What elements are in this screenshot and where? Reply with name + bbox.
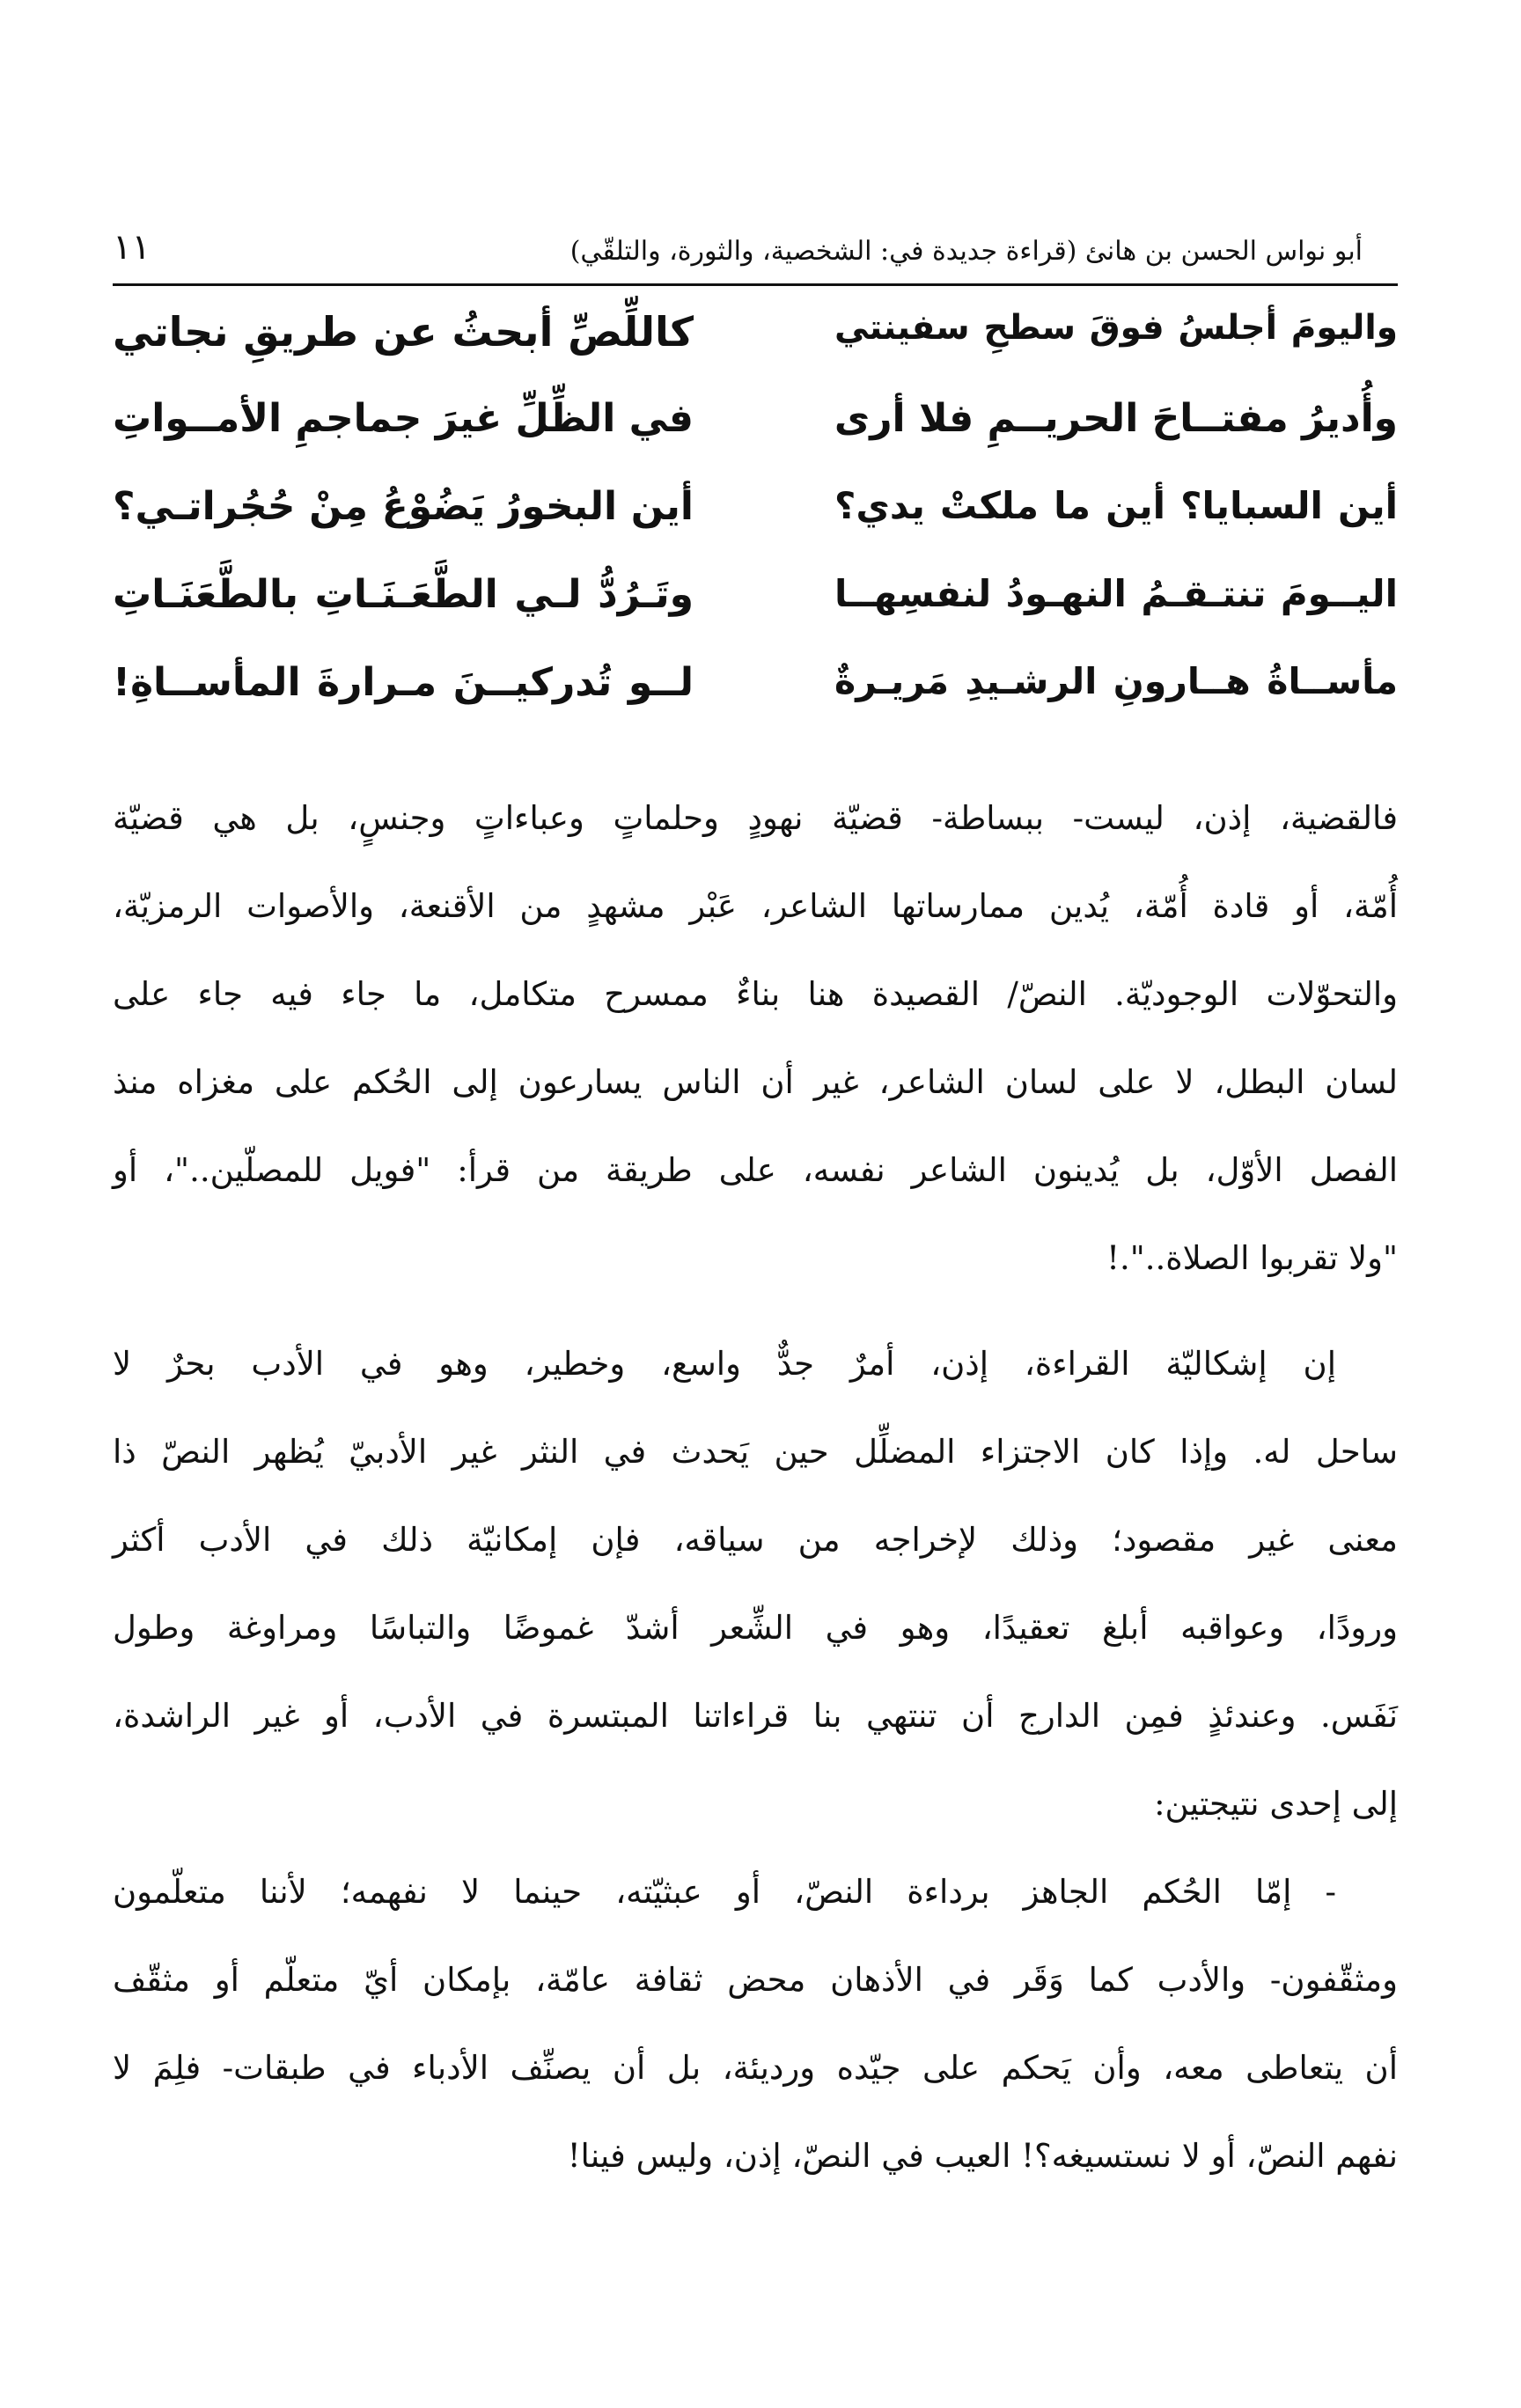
verse-right-hemistich: وأُديرُ مفتــاحَ الحريــمِ فلا أرى — [834, 396, 1398, 441]
verse-left-hemistich: في الظِّلِّ غيرَ جماجمِ الأمــواتِ — [113, 396, 694, 441]
text-line: إن إشكاليّة القراءة، إذن، أمرٌ جدٌّ واسع، وخطير، وهو في الأدب بحرٌ لا — [113, 1345, 1336, 1383]
verse-left-hemistich: أين البخورُ يَضُوْعُ مِنْ حُجُراتـي؟ — [113, 484, 694, 529]
running-head — [113, 227, 1363, 280]
verse-line — [113, 572, 1398, 660]
page-number: ١١ — [113, 227, 151, 268]
verse-line — [113, 308, 1398, 396]
verse-left-hemistich: لــو تُدركيــنَ مـرارةَ المأســاةِ! — [113, 660, 694, 705]
text-line: أن يتعاطى معه، وأن يَحكم على جيّده ورديئة، بل أن يصنِّف الأدباء في طبقات- فلِمَ لا — [113, 2049, 1398, 2087]
text-line: ورودًا، وعواقبه أبلغ تعقيدًا، وهو في الشِّعر أشدّ غموضًا والتباسًا ومراوغة وطول — [113, 1609, 1398, 1647]
verse-line — [113, 660, 1398, 748]
text-line: والتحوّلات الوجوديّة. النصّ/ القصيدة هنا بناءٌ ممسرح متكامل، ما جاء فيه جاء على — [113, 975, 1398, 1013]
text-line: أُمّة، أو قادة أُمّة، يُدين ممارساتها الشاعر، عَبْر مشهدٍ من الأقنعة، والأصوات الرمزيّة، — [113, 887, 1398, 925]
text-line: - إمّا الحُكم الجاهز برداءة النصّ، أو عبثيّته، حينما لا نفهمه؛ لأننا متعلّمون — [113, 1873, 1336, 1911]
text-line: ساحل له. وإذا كان الاجتزاء المضلِّل حين يَحدث في النثر غير الأدبيّ يُظهر النصّ ذا — [113, 1433, 1398, 1471]
verse-right-hemistich: مأســاةُ هــارونِ الرشـيدِ مَريـرةٌ — [834, 660, 1398, 702]
verse-right-hemistich: اليــومَ تنتـقـمُ النهـودُ لنفسِهــا — [834, 572, 1398, 615]
text-line: الفصل الأوّل، بل يُدينون الشاعر نفسه، على طريقة من قرأ: "فويل للمصلّين.."، أو — [113, 1151, 1398, 1189]
text-line: ومثقّفون- والأدب كما وَقَر في الأذهان محض ثقافة عامّة، بإمكان أيّ متعلّم أو مثقّف — [113, 1961, 1398, 1999]
paragraph — [113, 775, 1398, 1303]
verse-line — [113, 484, 1398, 572]
text-line: لسان البطل، لا على لسان الشاعر، غير أن الناس يسارعون إلى الحُكم على مغزاه منذ — [113, 1063, 1398, 1101]
running-head-title: أبو نواس الحسن بن هانئ (قراءة جديدة في: الشخصية، والثورة، والتلقّي) — [569, 236, 1363, 267]
paragraph — [113, 1848, 1398, 2200]
paragraph — [113, 1320, 1398, 1848]
verse-right-hemistich: أين السبايا؟ أين ما ملكتْ يدي؟ — [834, 484, 1398, 527]
text-line: "ولا تقربوا الصلاة..".! — [1106, 1239, 1398, 1277]
poem-verses — [113, 308, 1398, 748]
verse-left-hemistich: وتَـرُدُّ لـي الطَّعَـنَـاتِ بالطَّعَنَـاتِ — [113, 572, 694, 617]
verse-right-hemistich: واليومَ أجلسُ فوقَ سطحِ سفينتي — [834, 308, 1398, 348]
text-line: إلى إحدى نتيجتين: — [1154, 1785, 1398, 1823]
text-line: فالقضية، إذن، ليست- ببساطة- قضيّة نهودٍ وحلماتٍ وعباءاتٍ وجنسٍ، بل هي قضيّة — [113, 799, 1398, 837]
header-rule — [113, 283, 1398, 286]
verse-left-hemistich: كاللِّصِّ أبحثُ عن طريقِ نجاتي — [113, 308, 694, 356]
text-line: نَفَس. وعندئذٍ فمِن الدارج أن تنتهي بنا قراءاتنا المبتسرة في الأدب، أو غير الراشدة، — [113, 1697, 1398, 1735]
verse-line — [113, 396, 1398, 484]
text-line: نفهم النصّ، أو لا نستسيغه؟! العيب في النصّ، إذن، وليس فينا! — [567, 2137, 1398, 2175]
text-line: معنى غير مقصود؛ وذلك لإخراجه من سياقه، فإن إمكانيّة ذلك في الأدب أكثر — [113, 1521, 1398, 1559]
